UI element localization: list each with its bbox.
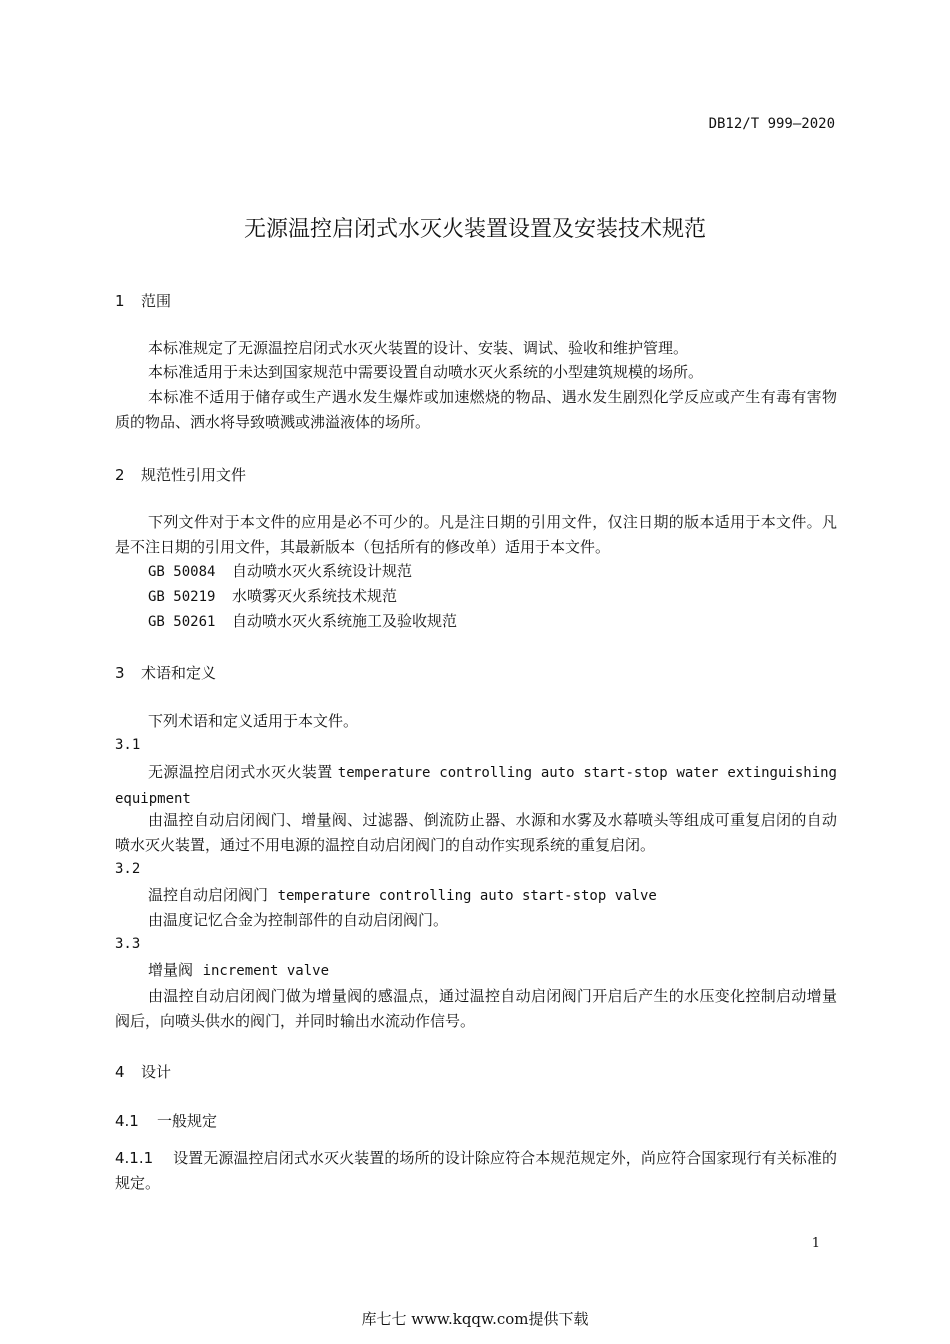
section-3-heading [115, 662, 216, 683]
term-zh: 无源温控启闭式水灭火装置 [148, 763, 333, 781]
paragraph: 下列文件对于本文件的应用是必不可少的。凡是注日期的引用文件，仅注日期的版本适用于本文件。凡是不注日期的引用文件，其最新版本（包括所有的修改单）适用于本文件。 [115, 513, 837, 556]
reference-item [148, 585, 397, 606]
term-definition: 由温度记忆合金为控制部件的自动启闭阀门。 [148, 911, 449, 929]
term-definition: 由温控自动启闭阀门、增量阀、过滤器、倒流防止器、水源和水雾及水幕喷头等组成可重复启闭的自动喷水灭火装置，通过不用电源的温控自动启闭阀门的自动作实现系统的重复启闭。 [115, 811, 837, 854]
paragraph: 本标准不适用于储存或生产遇水发生爆炸或加速燃烧的物品、遇水发生剧烈化学反应或产生有毒有害物质的物品、洒水将导致喷溅或沸溢液体的场所。 [115, 388, 837, 431]
section-4-heading [115, 1061, 171, 1082]
section-title: 范围 [141, 292, 172, 310]
standard-number: DB12/T 999—2020 [708, 116, 835, 132]
clause-4-1-1 [115, 1146, 837, 1195]
section-title: 术语和定义 [141, 664, 217, 682]
clause-text: 设置无源温控启闭式水灭火装置的场所的设计除应符合本规范规定外，尚应符合国家现行有关标准的规定。 [115, 1149, 837, 1192]
term-entry [148, 884, 657, 905]
section-title: 设计 [141, 1063, 172, 1081]
paragraph: 下列术语和定义适用于本文件。 [148, 712, 359, 730]
term-number: 3.3 [115, 936, 141, 952]
reference-code: GB 50084 [148, 564, 216, 580]
term-number: 3.2 [115, 861, 141, 877]
paragraph: 本标准适用于未达到国家规范中需要设置自动喷水灭火系统的小型建筑规模的场所。 [148, 363, 704, 381]
section-1-heading [115, 290, 171, 311]
paragraph: 本标准规定了无源温控启闭式水灭火装置的设计、安装、调试、验收和维护管理。 [148, 339, 689, 357]
reference-code: GB 50219 [148, 589, 216, 605]
section-2-heading [115, 464, 246, 485]
reference-name: 自动喷水灭火系统设计规范 [232, 562, 413, 580]
page-number: 1 [811, 1236, 820, 1251]
term-entry [148, 959, 329, 980]
term-zh: 温控自动启闭阀门 [148, 886, 269, 904]
term-definition: 由温控自动启闭阀门做为增量阀的感温点，通过温控自动启闭阀门开启后产生的水压变化控制启动增量阀后，向喷头供水的阀门，并同时输出水流动作信号。 [115, 987, 837, 1030]
term-en: temperature controlling auto start-stop valve [277, 888, 657, 904]
subsection-number: 4.1 [115, 1112, 139, 1130]
reference-name: 水喷雾灭火系统技术规范 [232, 587, 398, 605]
section-number: 1 [115, 292, 125, 310]
reference-name: 自动喷水灭火系统施工及验收规范 [232, 612, 458, 630]
subsection-title: 一般规定 [157, 1112, 218, 1130]
download-footer: 库七七 www.kqqw.com提供下载 [361, 1310, 589, 1328]
reference-code: GB 50261 [148, 614, 216, 630]
term-en: temperature controlling auto start-stop water extinguishing equipment [115, 765, 837, 807]
section-number: 3 [115, 664, 125, 682]
section-number: 2 [115, 466, 125, 484]
reference-item [148, 610, 457, 631]
subsection-4-1-heading [115, 1110, 217, 1131]
term-en: increment valve [202, 963, 329, 979]
term-zh: 增量阀 [148, 961, 194, 979]
term-entry [115, 760, 837, 811]
section-title: 规范性引用文件 [141, 466, 247, 484]
document-title: 无源温控启闭式水灭火装置设置及安装技术规范 [243, 217, 706, 242]
reference-item [148, 560, 412, 581]
clause-number: 4.1.1 [115, 1149, 154, 1167]
term-number: 3.1 [115, 737, 141, 753]
section-number: 4 [115, 1063, 125, 1081]
